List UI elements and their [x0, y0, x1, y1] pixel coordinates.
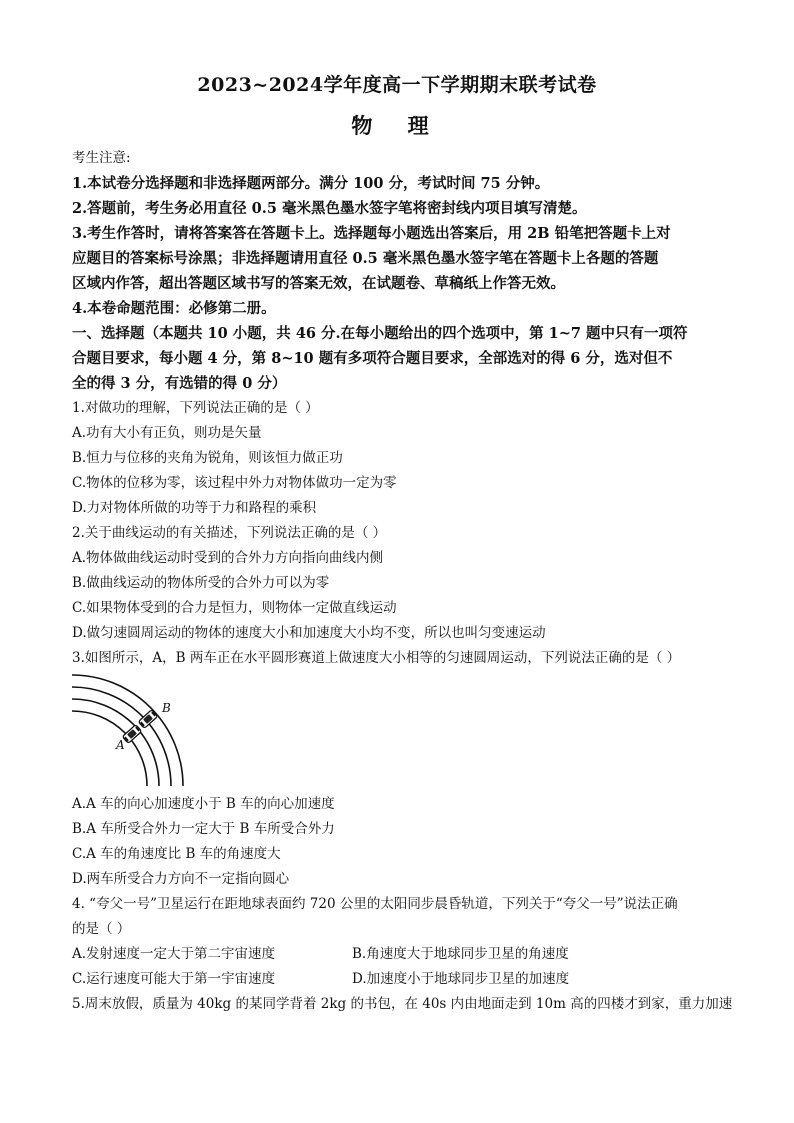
question-4-option: C.运行速度可能大于第一宇宙速度 — [72, 971, 276, 987]
question-1-stem: 1.对做功的理解，下列说法正确的是（ ） — [72, 400, 319, 416]
notice-block — [72, 146, 732, 671]
question-4-option: D.加速度小于地球同步卫星的加速度 — [352, 971, 570, 987]
question-3-figure — [72, 672, 192, 786]
question-5-stem: 5.周末放假，质量为 40kg 的某同学背着 2kg 的书包，在 40s 内由地面走到 10m 高的四楼才到家，重力加速 — [72, 996, 733, 1012]
question-3-option: A.A 车的向心加速度小于 B 车的向心加速度 — [72, 796, 335, 812]
question-4-option: A.发射速度一定大于第二宇宙速度 — [72, 946, 276, 962]
section-heading: 合题目要求，每小题 4 分，第 8~10 题有多项符合题目要求，全部选对的得 6 分，选对但不 — [72, 350, 673, 367]
question-3-option: B.A 车所受合外力一定大于 B 车所受合外力 — [72, 821, 335, 837]
notice-item: 4.本卷命题范围：必修第二册。 — [72, 300, 276, 317]
question-4-stem: 的是（ ） — [72, 921, 131, 937]
question-2-stem: 2.关于曲线运动的有关描述，下列说法正确的是（ ） — [72, 525, 387, 541]
track-edge-arc — [72, 675, 183, 786]
question-4-option: B.角速度大于地球同步卫星的角速度 — [352, 946, 569, 962]
race-track-diagram — [72, 672, 192, 786]
question-2-option: C.如果物体受到的合力是恒力，则物体一定做直线运动 — [72, 600, 397, 616]
notice-item: 应题目的答案标号涂黑；非选择题请用直径 0.5 毫米黑色墨水签字笔在答题卡上各题的答题 — [72, 250, 659, 267]
car-a-icon — [122, 725, 141, 744]
notice-heading: 考生注意: — [72, 150, 131, 166]
question-4-option-row — [72, 942, 732, 967]
question-1-option: B.恒力与位移的夹角为锐角，则该恒力做正功 — [72, 450, 343, 466]
question-4-stem: 4. “夸父一号”卫星运行在距地球表面约 720 公里的太阳同步晨昏轨道，下列关于“夸父一号”说法正确 — [72, 896, 678, 912]
question-3-option: C.A 车的角速度比 B 车的角速度大 — [72, 846, 281, 862]
question-1-option: D.力对物体所做的功等于力和路程的乘积 — [72, 500, 317, 516]
question-4-option-row — [72, 967, 732, 992]
exam-title: 2023~2024学年度高一下学期期末联考试卷 — [197, 74, 597, 96]
question-1-option: C.物体的位移为零，该过程中外力对物体做功一定为零 — [72, 475, 397, 491]
question-3-option: D.两车所受合力方向不一定指向圆心 — [72, 871, 290, 887]
track-outer-arc — [72, 687, 171, 786]
car-b-icon — [138, 710, 157, 729]
label-a: A — [116, 738, 125, 752]
question-2-option: B.做曲线运动的物体所受的合外力可以为零 — [72, 575, 330, 591]
notice-item: 区域内作答，超出答题区域书写的答案无效，在试题卷、草稿纸上作答无效。 — [72, 275, 565, 292]
notice-item: 3.考生作答时，请将答案答在答题卡上。选择题每小题选出答案后，用 2B 铅笔把答题卡上对 — [72, 225, 671, 242]
question-2-option: D.做匀速圆周运动的物体的速度大小和加速度大小均不变，所以也叫匀变速运动 — [72, 625, 546, 641]
question-1-option: A.功有大小有正负，则功是矢量 — [72, 425, 262, 441]
track-inner-arc — [72, 711, 147, 786]
notice-item: 2.答题前，考生务必用直径 0.5 毫米黑色墨水签字笔将密封线内项目填写清楚。 — [72, 200, 587, 217]
section-heading: 全的得 3 分，有选错的得 0 分） — [72, 375, 287, 392]
label-b: B — [162, 701, 171, 715]
section-heading: 一、选择题（本题共 10 小题，共 46 分.在每小题给出的四个选项中，第 1~7 题中只有一项符 — [72, 325, 688, 342]
exam-subject: 物 理 — [351, 113, 443, 138]
notice-item: 1.本试卷分选择题和非选择题两部分。满分 100 分，考试时间 75 分钟。 — [72, 175, 550, 192]
question-3-options — [72, 792, 732, 1017]
question-2-option: A.物体做曲线运动时受到的合外力方向指向曲线内侧 — [72, 550, 384, 566]
question-3-stem: 3.如图所示，A，B 两车正在水平圆形赛道上做速度大小相等的匀速圆周运动，下列说法正确的是（ ） — [72, 650, 681, 666]
